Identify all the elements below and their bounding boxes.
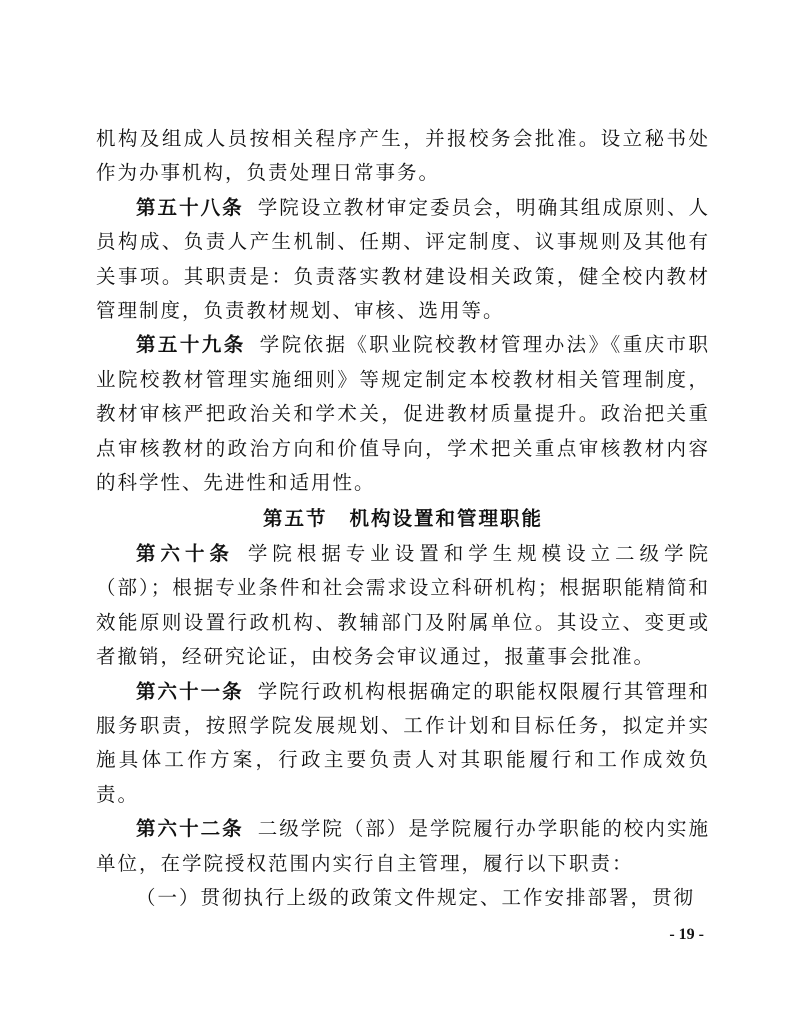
paragraph-text: 学院根据专业设置和学生规模设立二级学院（部）；根据专业条件和社会需求设立科研机构；根据职能精简和效能原则设置行政机构、教辅部门及附属单位。其设立、变更或者撤销，经研究论证，由校务会审议通过，报董事会批准。 bbox=[96, 541, 710, 669]
paragraph-text: 学院行政机构根据确定的职能权限履行其管理和服务职责，按照学院发展规划、工作计划和目标任务，拟定并实施具体工作方案，行政主要负责人对其职能履行和工作成效负责。 bbox=[96, 679, 710, 806]
article-number: 第六十二条 bbox=[136, 817, 244, 841]
article-number: 第六十条 bbox=[136, 541, 234, 565]
paragraph-text: （一）贯彻执行上级的政策文件规定、工作安排部署，贯彻 bbox=[136, 885, 696, 909]
page-number: - 19 - bbox=[669, 926, 704, 943]
article-61 bbox=[96, 675, 710, 813]
section-number: 第五节 bbox=[262, 507, 328, 531]
article-62 bbox=[96, 812, 710, 881]
article-number: 第六十一条 bbox=[136, 679, 244, 703]
article-59 bbox=[96, 328, 710, 500]
paragraph-text: 机构及组成人员按相关程序产生，并报校务会批准。设立秘书处作为办事机构，负责处理日常事务。 bbox=[96, 127, 710, 185]
article-number: 第五十九条 bbox=[136, 333, 246, 357]
article-number: 第五十八条 bbox=[136, 195, 244, 219]
section-title: 机构设置和管理职能 bbox=[349, 507, 544, 531]
paragraph-text: 学院设立教材审定委员会，明确其组成原则、人员构成、负责人产生机制、任期、评定制度、议事规则及其他有关事项。其职责是：负责落实教材建设相关政策，健全校内教材管理制度，负责教材规划、审核、选用等。 bbox=[96, 195, 710, 323]
body-text bbox=[96, 122, 710, 915]
paragraph-text: 学院依据《职业院校教材管理办法》《重庆市职业院校教材管理实施细则》等规定制定本校教材相关管理制度，教材审核严把政治关和学术关，促进教材质量提升。政治把关重点审核教材的政治方向和价值导向，学术把关重点审核教材内容的科学性、先进性和适用性。 bbox=[96, 333, 710, 495]
paragraph-continuation bbox=[96, 122, 710, 191]
list-item bbox=[96, 881, 710, 915]
article-60 bbox=[96, 537, 710, 675]
paragraph-text: 二级学院（部）是学院履行办学职能的校内实施单位，在学院授权范围内实行自主管理，履行以下职责： bbox=[96, 817, 710, 875]
section-heading bbox=[96, 502, 710, 536]
article-58 bbox=[96, 191, 710, 329]
